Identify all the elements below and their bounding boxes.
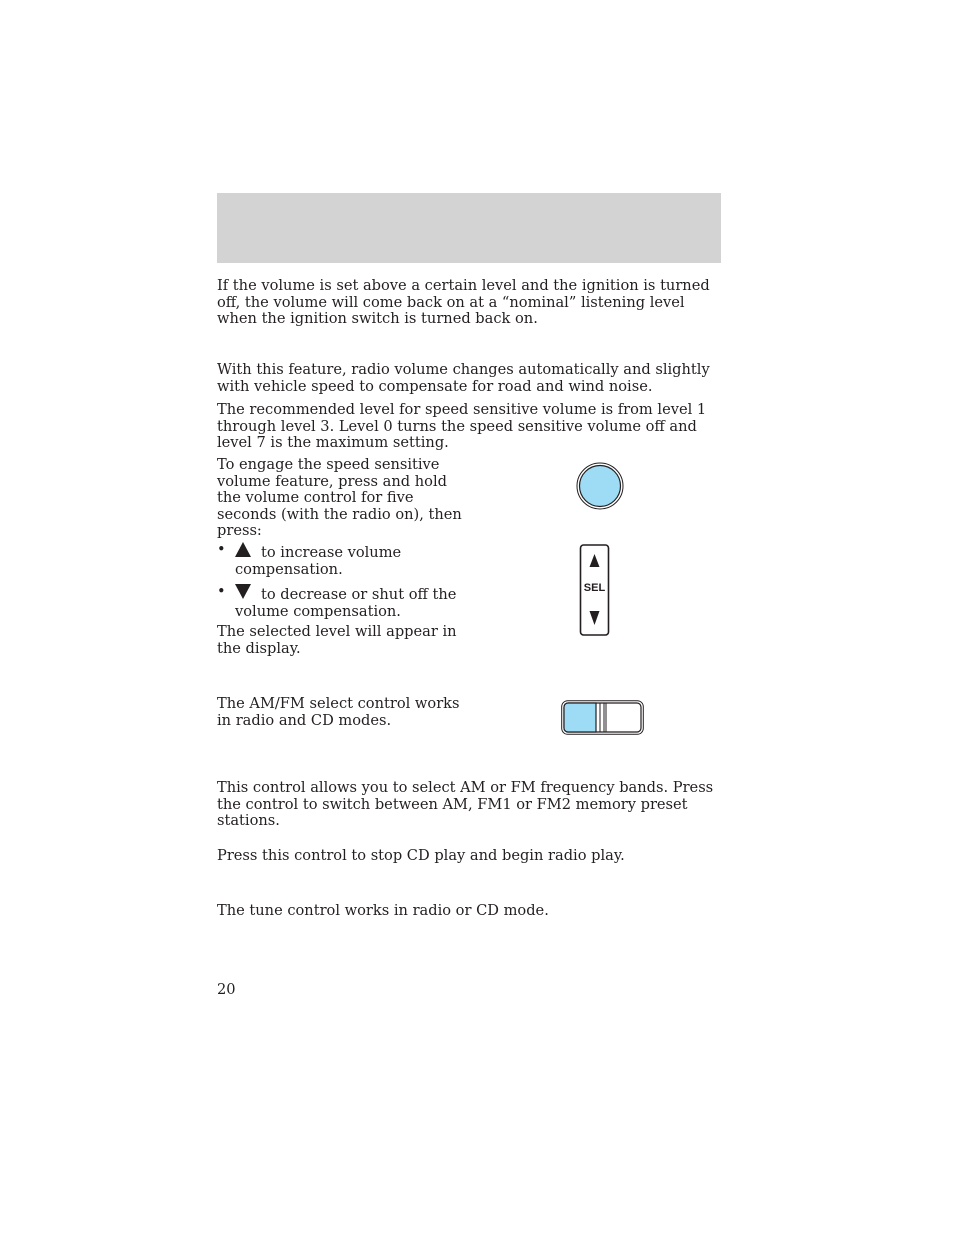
paragraph-engage-instructions: To engage the speed sensitive volume feature, press and hold the volume control for five seconds (with the radio on), then press: [217, 456, 462, 540]
sel-rocker-icon [579, 544, 611, 637]
bullet-increase-text: to increase volume compensation. [235, 544, 402, 578]
page-number: 20 [217, 981, 236, 998]
bullet-increase [217, 542, 477, 578]
paragraph-recommended-level: The recommended level for speed sensitive volume is from level 1 through level 3. Level 0 turns the speed sensitive volume off and level 7 is the maximum setting. [217, 401, 707, 452]
bullet-decrease [217, 584, 477, 620]
paragraph-selected-level: The selected level will appear in the display. [217, 623, 457, 657]
volume-knob-icon [576, 462, 624, 510]
sel-label: SEL [583, 582, 606, 594]
paragraph-amfm-bands: This control allows you to select AM or FM frequency bands. Press the control to switch between AM, FM1 or FM2 memory preset stations. [217, 779, 714, 830]
paragraph-stop-cd: Press this control to stop CD play and begin radio play. [217, 847, 625, 864]
bullet-decrease-text: to decrease or shut off the volume compensation. [235, 586, 457, 620]
section-header-band [217, 193, 721, 263]
bullet-dot: • [217, 583, 226, 600]
amfm-switch-icon [561, 700, 644, 736]
up-arrow-icon [235, 542, 251, 557]
paragraph-speed-sensitive-intro: With this feature, radio volume changes automatically and slightly with vehicle speed to compensate for road and wind noise. [217, 361, 710, 395]
paragraph-volume-nominal: If the volume is set above a certain level and the ignition is turned off, the volume will come back on at a “nominal” listening level when the ignition switch is turned back on. [217, 277, 710, 328]
bullet-dot: • [217, 541, 226, 558]
down-arrow-icon [235, 584, 251, 599]
paragraph-amfm-modes: The AM/FM select control works in radio and CD modes. [217, 695, 460, 729]
paragraph-tune-control: The tune control works in radio or CD mode. [217, 902, 549, 919]
